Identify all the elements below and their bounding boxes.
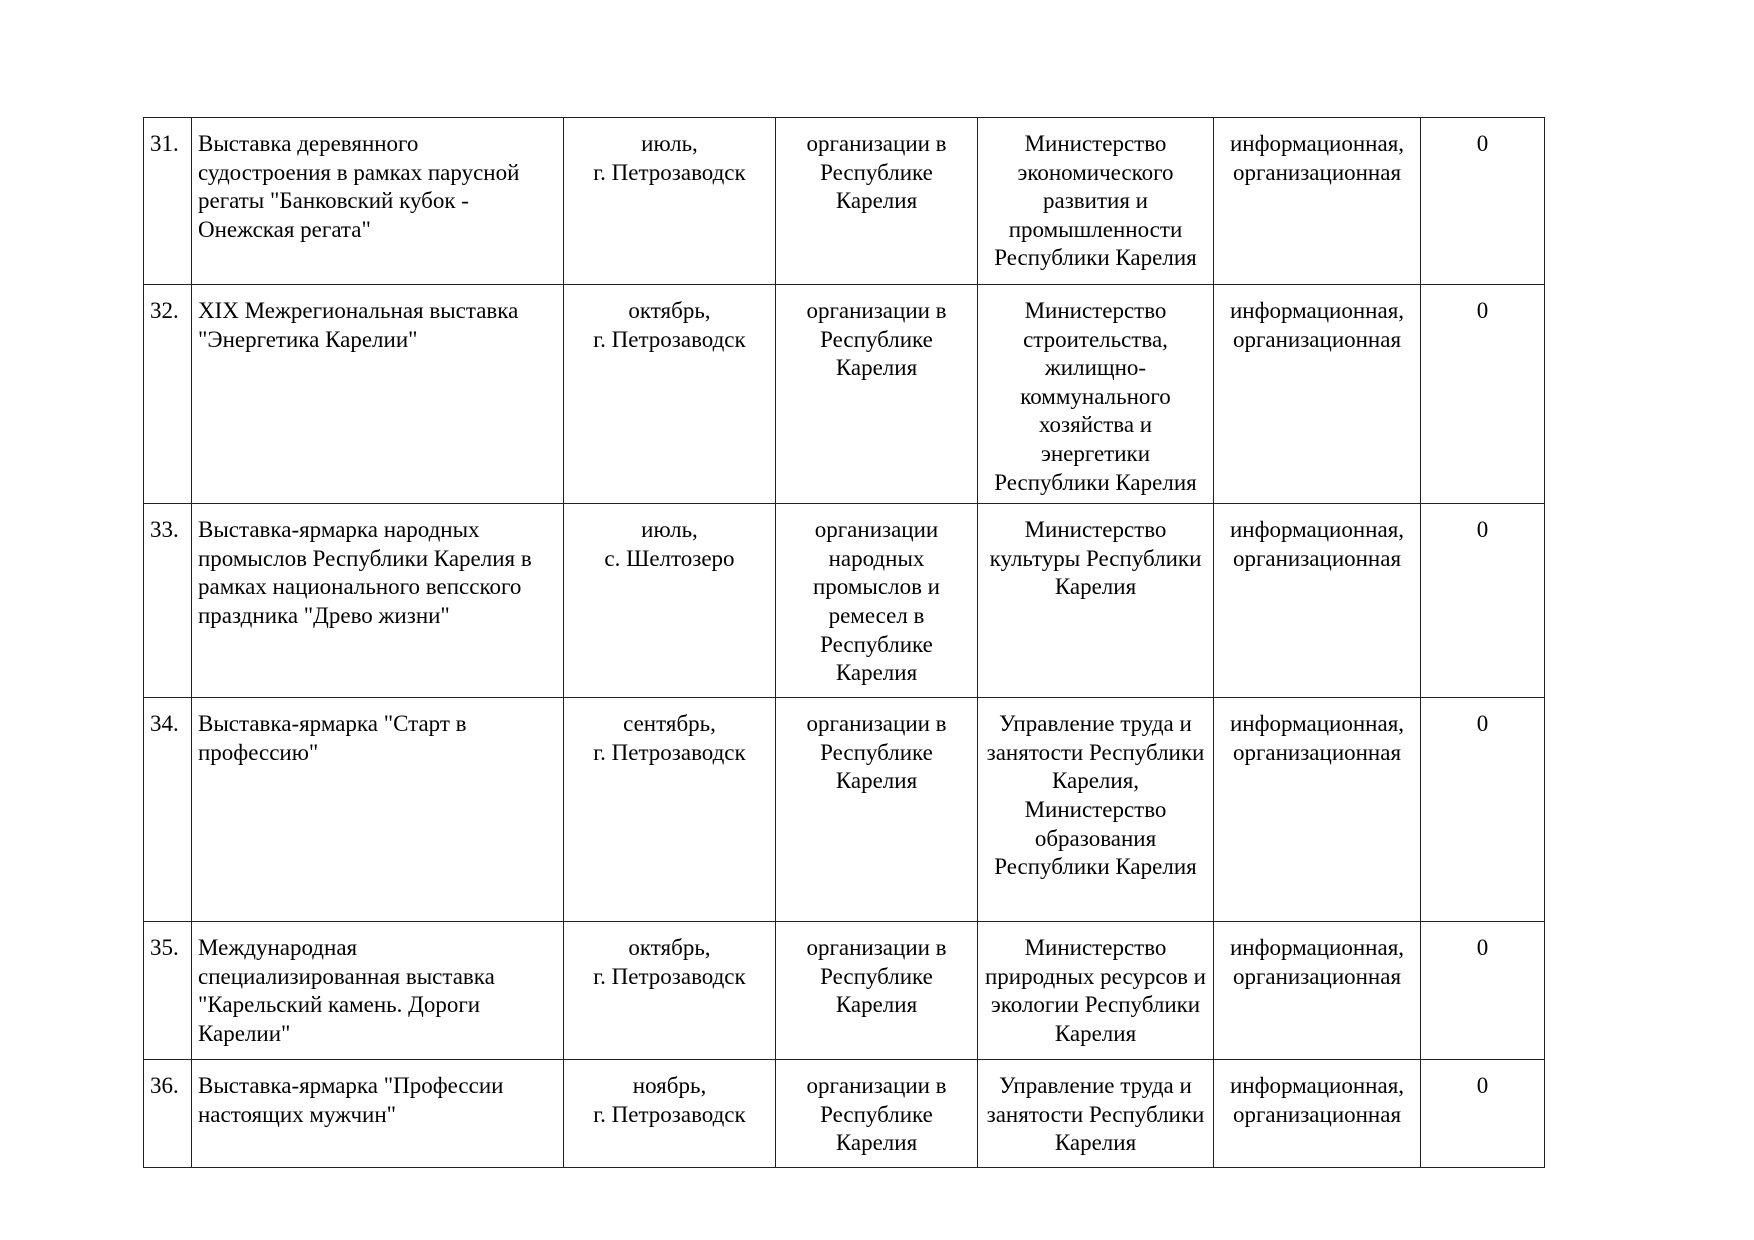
event-place: с. Шелтозеро (604, 545, 735, 571)
support-type-cell (1214, 285, 1421, 504)
row-number: 36. (150, 1073, 179, 1099)
organizer-cell (978, 118, 1214, 285)
event-date-place-cell (564, 504, 776, 698)
organizer-cell (978, 285, 1214, 504)
event-place: г. Петрозаводск (593, 159, 746, 185)
support-type-cell (1214, 922, 1421, 1060)
participants-cell (776, 698, 978, 922)
support-type: информационная, организационная (1229, 1073, 1405, 1127)
support-type: информационная, организационная (1229, 298, 1405, 352)
support-type: информационная, организационная (1229, 131, 1405, 185)
funding-cell (1421, 504, 1545, 698)
event-date-place-cell (564, 1060, 776, 1168)
support-type-cell (1214, 1060, 1421, 1168)
row-number-cell (144, 698, 192, 922)
event-date-place-cell (564, 698, 776, 922)
event-name-cell (192, 118, 564, 285)
row-number-cell (144, 285, 192, 504)
organizer: Министерство природных ресурсов и экологии Республики Карелия (985, 935, 1206, 1046)
organizer-cell (978, 1060, 1214, 1168)
event-name-cell (192, 504, 564, 698)
support-type: информационная, организационная (1229, 711, 1405, 765)
table-row (144, 285, 1545, 504)
funding: 0 (1476, 1073, 1489, 1099)
funding-cell (1421, 118, 1545, 285)
row-number-cell (144, 922, 192, 1060)
row-number-cell (144, 118, 192, 285)
event-name: Выставка-ярмарка "Профессии настоящих мужчин" (198, 1073, 504, 1127)
organizer: Управление труда и занятости Республики Карелия (986, 1073, 1205, 1156)
event-place: г. Петрозаводск (593, 326, 746, 352)
event-place: г. Петрозаводск (593, 963, 746, 989)
participants-cell (776, 504, 978, 698)
table-row (144, 504, 1545, 698)
participants: организации народных промыслов и ремесел в Республике Карелия (813, 517, 940, 686)
support-type: информационная, организационная (1229, 517, 1405, 571)
event-name: Выставка-ярмарка народных промыслов Республики Карелия в рамках национального вепсского праздника "Древо жизни" (198, 517, 532, 628)
event-date-place-cell (564, 285, 776, 504)
funding: 0 (1476, 935, 1489, 961)
organizer: Министерство строительства, жилищно-коммунального хозяйства и энергетики Республики Карелия (994, 298, 1197, 495)
funding: 0 (1476, 711, 1489, 737)
participants: организации в Республике Карелия (806, 298, 947, 381)
support-type-cell (1214, 504, 1421, 698)
funding: 0 (1476, 298, 1489, 323)
event-place: г. Петрозаводск (593, 1101, 746, 1127)
organizer: Министерство экономического развития и промышленности Республики Карелия (994, 131, 1197, 271)
event-date: октябрь, (628, 935, 711, 961)
organizer: Управление труда и занятости Республики Карелия, Министерство образования Республики Карелия (986, 711, 1205, 880)
event-name-cell (192, 922, 564, 1060)
event-name-cell (192, 698, 564, 922)
funding-cell (1421, 698, 1545, 922)
organizer-cell (978, 504, 1214, 698)
organizer-cell (978, 698, 1214, 922)
participants-cell (776, 922, 978, 1060)
event-date: ноябрь, (632, 1073, 707, 1099)
participants: организации в Республике Карелия (806, 131, 947, 214)
participants: организации в Республике Карелия (806, 935, 947, 1018)
support-type: информационная, организационная (1229, 935, 1405, 989)
funding-cell (1421, 922, 1545, 1060)
event-date-place-cell (564, 922, 776, 1060)
table-row (144, 698, 1545, 922)
support-type-cell (1214, 698, 1421, 922)
event-date: июль, (641, 517, 698, 543)
funding-cell (1421, 285, 1545, 504)
event-date-place-cell (564, 118, 776, 285)
event-name-cell (192, 1060, 564, 1168)
event-name: XIX Межрегиональная выставка "Энергетика Карелии" (198, 298, 519, 352)
table-row (144, 118, 1545, 285)
funding: 0 (1476, 517, 1489, 543)
event-date: июль, (641, 131, 698, 156)
row-number: 35. (150, 935, 179, 961)
event-name: Международная специализированная выставка "Карельский камень. Дороги Карелии" (198, 935, 495, 1046)
funding: 0 (1476, 131, 1489, 156)
participants-cell (776, 118, 978, 285)
event-name: Выставка-ярмарка "Старт в профессию" (198, 711, 467, 765)
event-place: г. Петрозаводск (593, 739, 746, 765)
organizer: Министерство культуры Республики Карелия (989, 517, 1202, 600)
participants-cell (776, 285, 978, 504)
funding-cell (1421, 1060, 1545, 1168)
participants-cell (776, 1060, 978, 1168)
event-date: октябрь, (628, 298, 711, 323)
participants: организации в Республике Карелия (806, 1073, 947, 1156)
row-number: 34. (150, 711, 179, 737)
row-number-cell (144, 1060, 192, 1168)
table-row (144, 1060, 1545, 1168)
event-name-cell (192, 285, 564, 504)
event-name: Выставка деревянного судостроения в рамках парусной регаты "Банковский кубок - Онежская регата" (198, 131, 520, 242)
row-number: 32. (150, 298, 179, 323)
support-type-cell (1214, 118, 1421, 285)
events-table (143, 117, 1545, 1168)
row-number: 33. (150, 517, 179, 543)
table-row (144, 922, 1545, 1060)
event-date: сентябрь, (623, 711, 716, 737)
row-number-cell (144, 504, 192, 698)
participants: организации в Республике Карелия (806, 711, 947, 794)
row-number: 31. (150, 131, 179, 156)
organizer-cell (978, 922, 1214, 1060)
